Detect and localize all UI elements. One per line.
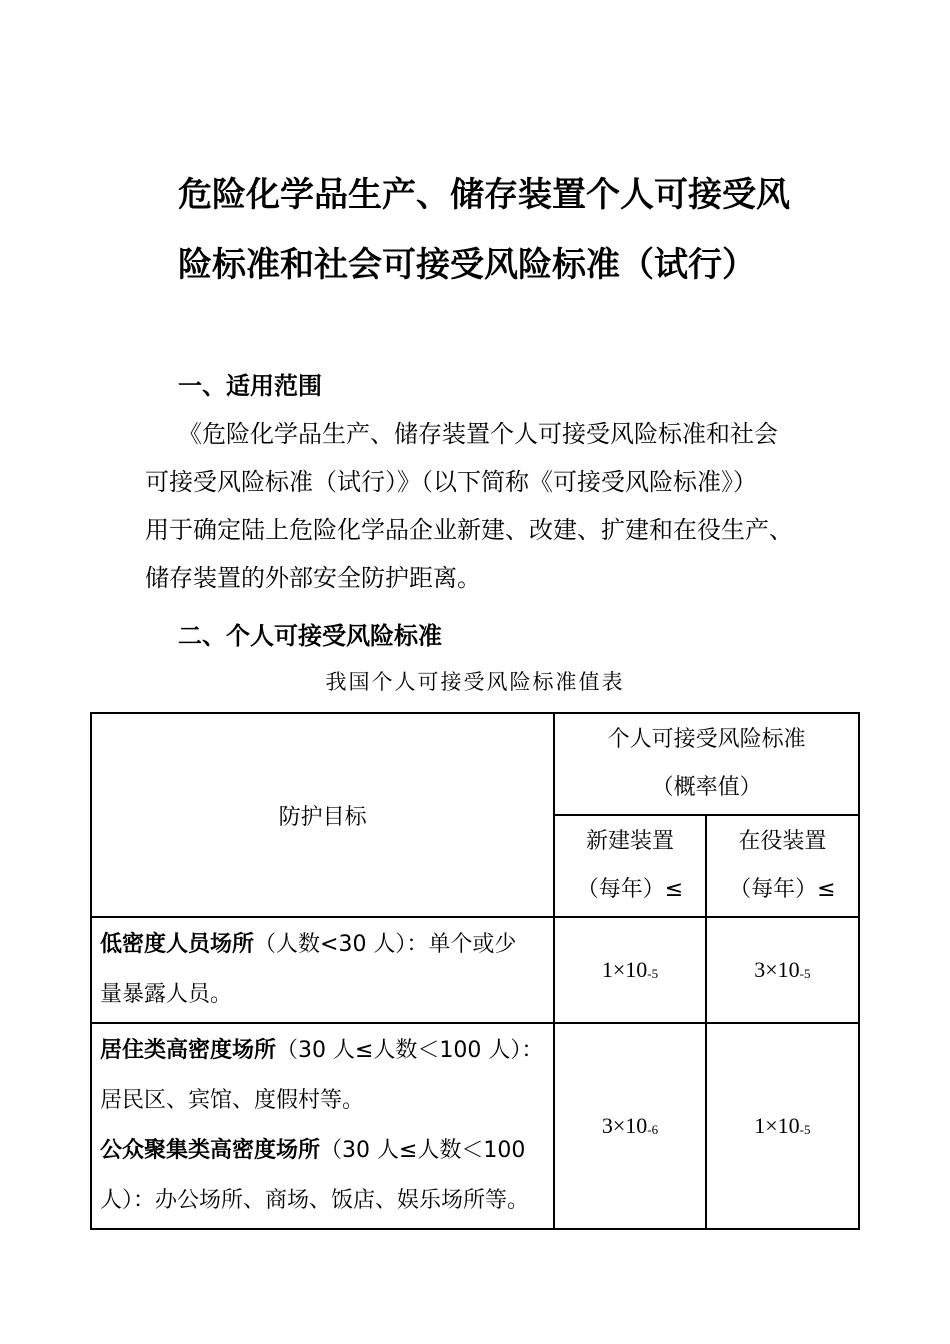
header-existing-installation (706, 815, 859, 917)
paragraph-line: 储存装置的外部安全防护距离。 (145, 564, 481, 592)
header-old-line2: （每年）≤ (729, 877, 836, 902)
row-new-value (554, 1023, 705, 1229)
title-line-2: 险标准和社会可接受风险标准（试行） (178, 245, 756, 285)
value-base: 1×10 (754, 1113, 800, 1138)
value-base: 1×10 (601, 957, 648, 982)
row-old-value (706, 1023, 859, 1229)
row-target-line (100, 1026, 545, 1076)
row-target-line (100, 920, 545, 970)
header-new-installation (554, 815, 705, 917)
value-exponent: -5 (647, 966, 659, 981)
section-1-heading: 一、适用范围 (178, 372, 322, 400)
row-target-line: 居民区、宾馆、度假村等。 (100, 1088, 365, 1113)
table-row (91, 917, 859, 1023)
value-base: 3×10 (754, 957, 800, 982)
header-target: 防护目标 (91, 713, 554, 917)
section-1-paragraph (145, 410, 825, 602)
row-new-value (554, 917, 705, 1023)
row-target-high-density (91, 1023, 554, 1229)
header-risk-standard-line1: 个人可接受风险标准 (607, 727, 806, 752)
table-header-row (91, 713, 859, 815)
row-old-value (706, 917, 859, 1023)
value-exponent: -5 (799, 1122, 811, 1137)
value-exponent: -6 (647, 1122, 659, 1137)
table-caption: 我国个人可接受风险标准值表 (325, 670, 625, 694)
header-risk-standard-line2: （概率值） (651, 775, 762, 800)
header-old-line1: 在役装置 (738, 829, 827, 854)
section-2-heading: 二、个人可接受风险标准 (178, 622, 442, 650)
header-new-line1: 新建装置 (585, 829, 674, 854)
paragraph-line: 《危险化学品生产、储存装置个人可接受风险标准和社会 (178, 420, 778, 448)
header-risk-standard (554, 713, 859, 815)
row-target-text: （30 人≤人数＜100 (320, 1138, 526, 1163)
row-target-line: 量暴露人员。 (100, 982, 233, 1007)
value-base: 3×10 (601, 1113, 648, 1138)
title-line-1: 危险化学品生产、储存装置个人可接受风 (178, 175, 790, 215)
row-target-bold: 公众聚集类高密度场所 (100, 1138, 321, 1163)
header-new-line2: （每年）≤ (576, 877, 684, 902)
paragraph-line: 用于确定陆上危险化学品企业新建、改建、扩建和在役生产、 (145, 516, 793, 544)
risk-standard-table (90, 712, 860, 1230)
paragraph-line: 可接受风险标准（试行）》（以下简称《可接受风险标准》） (145, 468, 757, 496)
row-target-low-density (91, 917, 554, 1023)
value-exponent: -5 (799, 966, 811, 981)
row-target-text: （人数<30 人）：单个或少 (254, 932, 517, 957)
row-target-bold: 低密度人员场所 (100, 932, 255, 957)
row-target-line (100, 1126, 545, 1176)
row-target-text: （30 人≤人数＜100 人）： (276, 1038, 544, 1063)
row-target-bold: 居住类高密度场所 (100, 1038, 277, 1063)
table-row (91, 1023, 859, 1229)
row-target-line: 人）：办公场所、商场、饭店、娱乐场所等。 (100, 1188, 530, 1213)
document-title (178, 160, 828, 300)
